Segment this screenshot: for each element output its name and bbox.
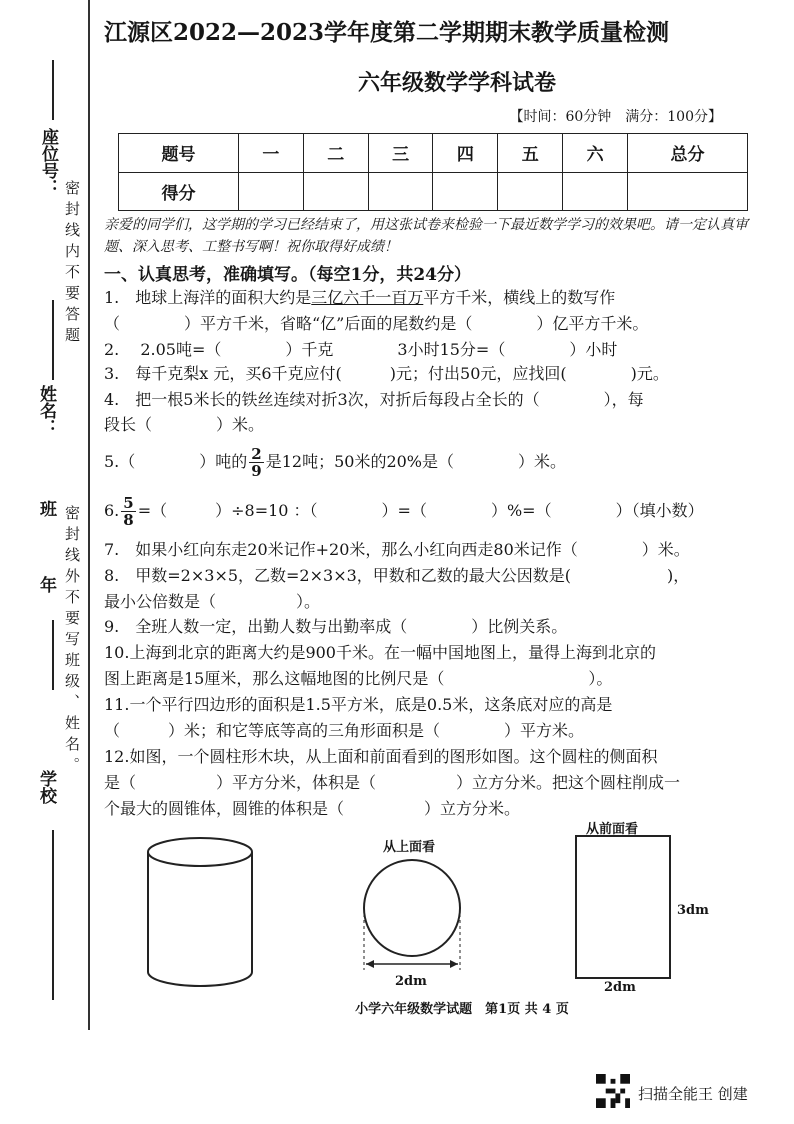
score-blank <box>628 172 748 211</box>
question-10b: 图上距离是15厘米，那么这幅地图的比例尺是（ ）。 <box>104 669 613 688</box>
question-12b: 是（ ）平方分米，体积是（ ）立方分米。把这个圆柱削成一 <box>104 773 681 792</box>
section-heading: 一、认真思考，准确填写。（每空1分，共24分） <box>104 265 471 285</box>
question-12a: 12.如图，一个圆柱形木块，从上面和前面看到的图形如图。这个圆柱的侧面积 <box>104 747 658 766</box>
question-10a: 10.上海到北京的距离大约是900千米。在一幅中国地图上，量得上海到北京的 <box>104 643 656 662</box>
class-line <box>52 620 54 690</box>
exam-title: 江源区2022—2023学年度第二学期期末教学质量检测 <box>104 19 670 46</box>
front-view-figure <box>574 834 672 980</box>
exam-meta: 【时间：60分钟 满分：100分】 <box>509 109 722 125</box>
question-1b: （ ）平方千米，省略“亿”后面的尾数约是（ ）亿平方千米。 <box>104 314 649 333</box>
score-blank <box>433 172 498 211</box>
school-label: 学校 <box>36 770 56 804</box>
seal-notice-top: 密封线内不要答题 <box>63 180 81 348</box>
score-blank <box>498 172 563 211</box>
score-table <box>118 133 748 211</box>
question-8a: 8. 甲数=2×3×5，乙数=2×3×3，甲数和乙数的最大公因数是( )， <box>104 566 690 585</box>
question-12c: 个最大的圆锥体，圆锥的体积是（ ）立方分米。 <box>104 799 521 818</box>
score-cell: 六 <box>563 134 628 173</box>
width-label: 2dm <box>604 980 636 995</box>
question-11b: （ ）米；和它等底等高的三角形面积是（ ）平方米。 <box>104 721 585 740</box>
height-label: 3dm <box>677 903 709 918</box>
question-5: 5.（ ）吨的 $\frac{2}{9}$ 是12吨；50米的20%是（ ）米。 <box>104 445 567 480</box>
exam-subtitle: 六年级数学学科试卷 <box>357 70 556 96</box>
score-cell: 总分 <box>628 134 748 173</box>
score-cell: 题号 <box>119 134 239 173</box>
fraction: $\frac{2}{9}$ <box>251 445 262 480</box>
question-8b: 最小公倍数是（ ）。 <box>104 592 321 611</box>
question-3: 3. 每千克梨x 元，买6千克应付( )元；付出50元，应找回( )元。 <box>104 364 669 383</box>
score-table-header-row <box>119 134 748 173</box>
question-7: 7. 如果小红向东走20米记作+20米，那么小红向西走80米记作（ ）米。 <box>104 540 690 559</box>
fraction: $\frac{5}{8}$ <box>123 494 134 529</box>
score-blank <box>368 172 433 211</box>
seat-number-label: 座位号： <box>38 128 58 196</box>
seal-notice-bottom: 密封线外不要写班级、姓名。 <box>63 505 81 778</box>
question-11a: 11.一个平行四边形的面积是1.5平方米，底是0.5米，这条底对应的高是 <box>104 695 613 714</box>
question-2: 2. 2.05吨=（ ）千克 3小时15分=（ ）小时 <box>104 340 618 359</box>
front-view-label: 从前面看 <box>586 822 639 837</box>
score-blank <box>303 172 368 211</box>
qr-code-icon <box>596 1074 630 1108</box>
question-6: 6. $\frac{5}{8}$ =（ ）÷8=10 ：（ ）=（ ）%=（ ）（填小数） <box>104 494 704 529</box>
scanner-watermark: 扫描全能王 创建 <box>638 1085 748 1103</box>
question-4a: 4. 把一根5米长的铁丝连续对折3次，对折后每段占全长的（ ），每 <box>104 390 644 409</box>
name-line <box>52 300 54 380</box>
score-blank <box>563 172 628 211</box>
class-label: 班 <box>36 500 56 517</box>
cylinder-figure <box>140 832 260 990</box>
school-line <box>52 830 54 1000</box>
score-cell: 一 <box>238 134 303 173</box>
score-cell: 五 <box>498 134 563 173</box>
question-9: 9. 全班人数一定，出勤人数与出勤率成（ ）比例关系。 <box>104 617 568 636</box>
page-footer: 小学六年级数学试题 第1页 共 4 页 <box>355 1002 569 1017</box>
score-cell: 四 <box>433 134 498 173</box>
score-cell: 二 <box>303 134 368 173</box>
top-view-label: 从上面看 <box>383 840 436 855</box>
binding-line <box>88 0 90 1030</box>
top-view-figure <box>356 852 468 976</box>
grade-label: 年 <box>36 576 56 593</box>
name-label: 姓名： <box>36 385 56 436</box>
score-table-score-row <box>119 172 748 211</box>
diameter-label: 2dm <box>395 974 427 989</box>
question-1a: 1. 地球上海洋的面积大约是三亿六千一百万平方千米，横线上的数写作 <box>104 288 616 307</box>
score-blank <box>238 172 303 211</box>
intro-paragraph: 亲爱的同学们，这学期的学习已经结束了，用这张试卷来检验一下最近数学学习的效果吧。请一定认真审题、深入思考、工整书写啊！祝你取得好成绩！ <box>104 217 748 255</box>
score-cell: 得分 <box>119 172 239 211</box>
score-cell: 三 <box>368 134 433 173</box>
question-4b: 段长（ ）米。 <box>104 415 265 434</box>
